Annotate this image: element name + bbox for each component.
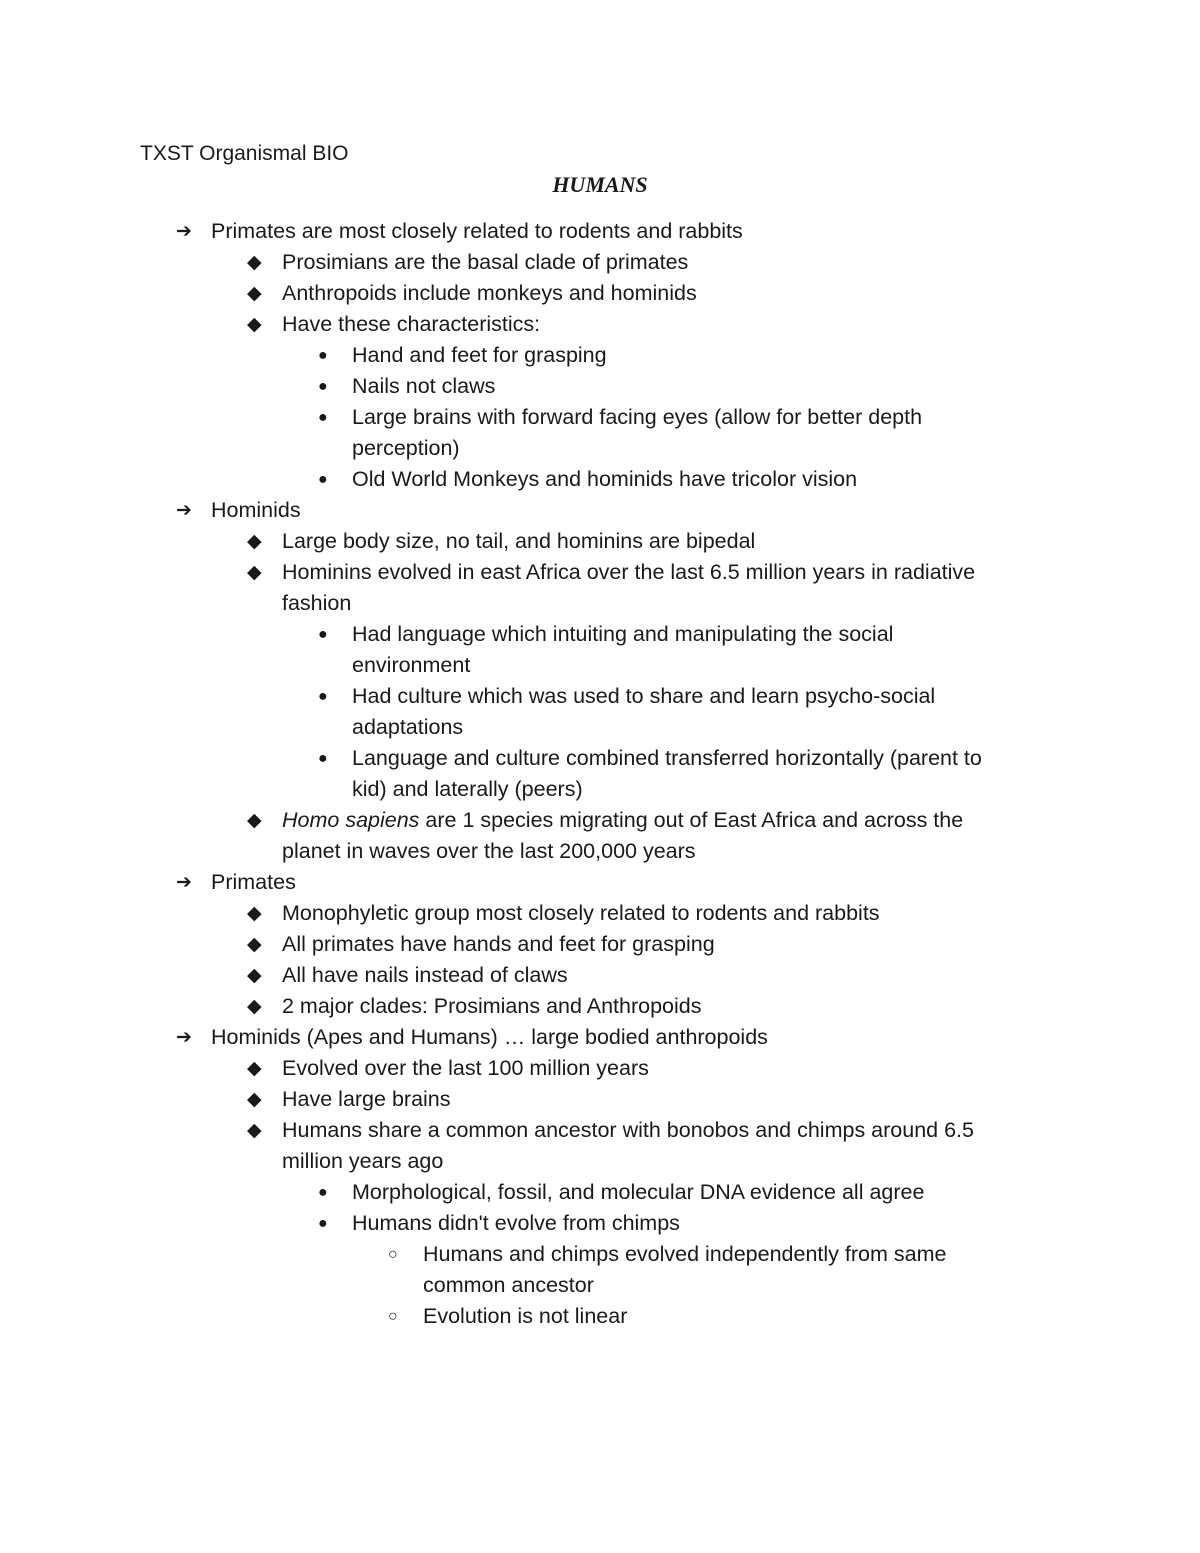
item-text: 2 major clades: Prosimians and Anthropoids: [282, 994, 702, 1018]
list-item: [0, 402, 1200, 433]
item-text: Language and culture combined transferred horizontally (parent to: [352, 746, 982, 770]
item-text: common ancestor: [423, 1273, 594, 1297]
diamond-bullet-icon: ◆: [247, 562, 262, 583]
list-item: [0, 247, 1200, 278]
item-text: Humans and chimps evolved independently from same: [423, 1242, 947, 1266]
page-title: HUMANS: [552, 172, 648, 197]
list-item: [0, 1022, 1200, 1053]
list-item: [0, 960, 1200, 991]
item-text: Monophyletic group most closely related to rodents and rabbits: [282, 901, 880, 925]
item-text: Hominins evolved in east Africa over the last 6.5 million years in radiative: [282, 560, 976, 584]
dot-bullet-icon: ●: [318, 626, 328, 643]
diamond-bullet-icon: ◆: [247, 1120, 262, 1141]
item-text: Primates are most closely related to rodents and rabbits: [211, 219, 743, 243]
diamond-bullet-icon: ◆: [247, 996, 262, 1017]
list-item: [0, 1084, 1200, 1115]
list-item: [0, 681, 1200, 712]
list-item: [0, 309, 1200, 340]
list-item: [0, 495, 1200, 526]
item-text: Large brains with forward facing eyes (allow for better depth: [352, 405, 923, 429]
list-item: [0, 1115, 1200, 1146]
item-text: Had language which intuiting and manipulating the social: [352, 622, 894, 646]
list-item: [0, 526, 1200, 557]
list-item: [0, 1239, 1200, 1270]
list-item: [0, 1053, 1200, 1084]
list-item: [0, 898, 1200, 929]
dot-bullet-icon: ●: [318, 1215, 328, 1232]
list-item: [0, 557, 1200, 588]
circle-bullet-icon: ○: [388, 1246, 398, 1263]
item-text: All have nails instead of claws: [282, 963, 568, 987]
item-text: Nails not claws: [352, 374, 496, 398]
list-item: [0, 805, 1200, 836]
species-name: Homo sapiens: [282, 808, 420, 832]
list-item-continuation: [0, 774, 1200, 805]
item-text: Hand and feet for grasping: [352, 343, 607, 367]
item-text: adaptations: [352, 715, 464, 739]
item-text: Have these characteristics:: [282, 312, 541, 336]
item-text: Had culture which was used to share and learn psycho-social: [352, 684, 936, 708]
dot-bullet-icon: ●: [318, 1184, 328, 1201]
item-text: Evolved over the last 100 million years: [282, 1056, 649, 1080]
diamond-bullet-icon: ◆: [247, 934, 262, 955]
item-text: Morphological, fossil, and molecular DNA evidence all agree: [352, 1180, 925, 1204]
list-item: [0, 1208, 1200, 1239]
diamond-bullet-icon: ◆: [247, 1089, 262, 1110]
circle-bullet-icon: ○: [388, 1308, 398, 1325]
list-item: [0, 1301, 1200, 1332]
dot-bullet-icon: ●: [318, 378, 328, 395]
list-item: [0, 371, 1200, 402]
item-text: Hominids (Apes and Humans) … large bodied anthropoids: [211, 1025, 768, 1049]
list-item: [0, 278, 1200, 309]
item-text: million years ago: [282, 1149, 444, 1173]
arrow-bullet-icon: ➔: [176, 1027, 192, 1048]
item-text: Have large brains: [282, 1087, 451, 1111]
list-item: [0, 743, 1200, 774]
item-text: planet in waves over the last 200,000 years: [282, 839, 696, 863]
diamond-bullet-icon: ◆: [247, 965, 262, 986]
diamond-bullet-icon: ◆: [247, 810, 262, 831]
list-item: [0, 867, 1200, 898]
item-text: environment: [352, 653, 471, 677]
arrow-bullet-icon: ➔: [176, 221, 192, 242]
list-item: [0, 216, 1200, 247]
item-text: Evolution is not linear: [423, 1304, 628, 1328]
arrow-bullet-icon: ➔: [176, 872, 192, 893]
diamond-bullet-icon: ◆: [247, 252, 262, 273]
item-text: Primates: [211, 870, 296, 894]
diamond-bullet-icon: ◆: [247, 283, 262, 304]
list-item: [0, 1177, 1200, 1208]
item-text: Old World Monkeys and hominids have tricolor vision: [352, 467, 858, 491]
dot-bullet-icon: ●: [318, 471, 328, 488]
diamond-bullet-icon: ◆: [247, 314, 262, 335]
course-header: TXST Organismal BIO: [140, 142, 349, 165]
item-text: are 1 species migrating out of East Africa and across the: [419, 808, 964, 832]
list-item-continuation: [0, 588, 1200, 619]
list-item-continuation: [0, 712, 1200, 743]
arrow-bullet-icon: ➔: [176, 500, 192, 521]
diamond-bullet-icon: ◆: [247, 903, 262, 924]
list-item: [0, 340, 1200, 371]
dot-bullet-icon: ●: [318, 409, 328, 426]
list-item-continuation: [0, 650, 1200, 681]
dot-bullet-icon: ●: [318, 688, 328, 705]
list-item-continuation: [0, 433, 1200, 464]
item-text: Hominids: [211, 498, 301, 522]
list-item-continuation: [0, 1270, 1200, 1301]
list-item: [0, 619, 1200, 650]
item-text: Humans didn't evolve from chimps: [352, 1211, 680, 1235]
item-text: fashion: [282, 591, 352, 615]
item-text: Anthropoids include monkeys and hominids: [282, 281, 697, 305]
item-text: perception): [352, 436, 460, 460]
list-item-continuation: [0, 1146, 1200, 1177]
item-text: kid) and laterally (peers): [352, 777, 583, 801]
item-text: Humans share a common ancestor with bonobos and chimps around 6.5: [282, 1118, 974, 1142]
notes-list: [0, 216, 1200, 1332]
list-item: [0, 464, 1200, 495]
list-item: [0, 929, 1200, 960]
list-item-continuation: [0, 836, 1200, 867]
item-text: Large body size, no tail, and hominins are bipedal: [282, 529, 756, 553]
dot-bullet-icon: ●: [318, 347, 328, 364]
item-text: Prosimians are the basal clade of primates: [282, 250, 689, 274]
diamond-bullet-icon: ◆: [247, 1058, 262, 1079]
dot-bullet-icon: ●: [318, 750, 328, 767]
diamond-bullet-icon: ◆: [247, 531, 262, 552]
item-text: All primates have hands and feet for grasping: [282, 932, 715, 956]
list-item: [0, 991, 1200, 1022]
